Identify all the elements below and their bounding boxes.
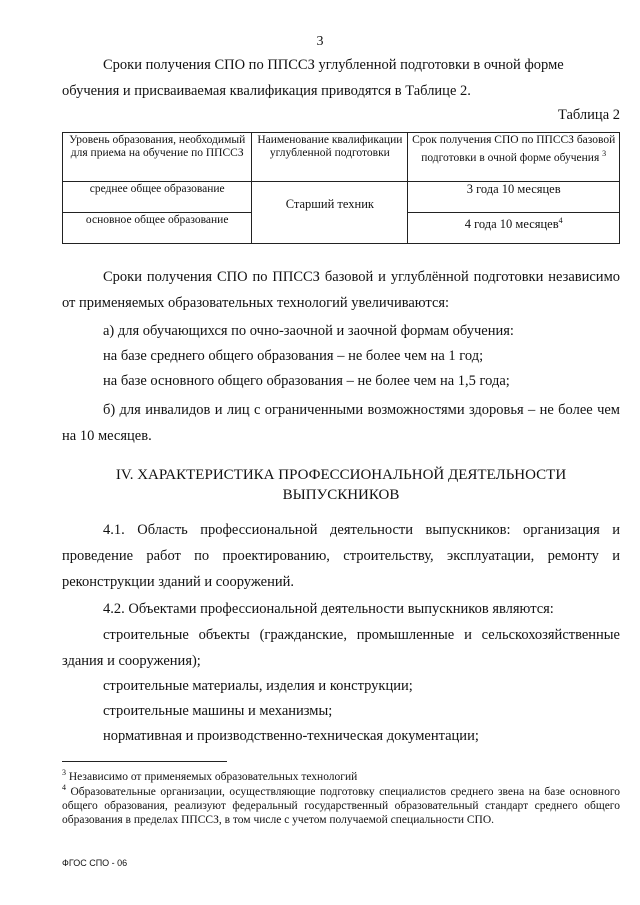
terms-item-a2: на базе основного общего образования – не более чем на 1,5 года; bbox=[103, 373, 510, 389]
footnote-ref-4: 4 bbox=[558, 216, 563, 225]
footnote-3-number: 3 bbox=[62, 768, 66, 777]
intro-line-2: обучения и присваиваемая квалификация приводятся в Таблице 2. bbox=[62, 83, 471, 99]
section-4-2-item-2: строительные материалы, изделия и конструкции; bbox=[103, 678, 413, 694]
section-heading-line-2: ВЫПУСКНИКОВ bbox=[282, 487, 400, 503]
table-header-row bbox=[63, 133, 620, 182]
table-row bbox=[63, 182, 620, 213]
row-1-term: 3 года 10 месяцев bbox=[408, 182, 620, 213]
header-education-level: Уровень образования, необходимый для приема на обучение по ППССЗ bbox=[63, 133, 252, 182]
section-heading bbox=[62, 465, 620, 505]
footnote-4-number: 4 bbox=[62, 783, 66, 792]
section-4-2-item-1: строительные объекты (гражданские, промышленные и сельскохозяйственные здания и сооружения); bbox=[62, 627, 620, 669]
row-2-term-text: 4 года 10 месяцев bbox=[464, 217, 559, 232]
section-4-2-heading: 4.2. Объектами профессиональной деятельности выпускников являются: bbox=[103, 601, 554, 617]
section-4-2-item-3: строительные машины и механизмы; bbox=[103, 703, 333, 719]
intro-paragraph bbox=[62, 52, 620, 104]
terms-paragraph: Сроки получения СПО по ППССЗ базовой и углублённой подготовки независимо от применяемых образовательных технологий увеличиваются: bbox=[62, 269, 620, 311]
qualification-table bbox=[62, 132, 620, 244]
footnote-3-text: Независимо от применяемых образовательных технологий bbox=[68, 770, 358, 783]
footnote-divider bbox=[62, 761, 227, 762]
intro-line-1: Сроки получения СПО по ППССЗ углубленной подготовки в очной форме bbox=[103, 57, 564, 73]
table-caption: Таблица 2 bbox=[557, 107, 620, 123]
section-4-2-item-4: нормативная и производственно-техническая документации; bbox=[103, 728, 479, 744]
header-qualification: Наименование квалификации углубленной подготовки bbox=[252, 133, 408, 182]
section-heading-line-1: IV. ХАРАКТЕРИСТИКА ПРОФЕССИОНАЛЬНОЙ ДЕЯТЕЛЬНОСТИ bbox=[115, 467, 567, 483]
footnote-4-text: Образовательные организации, осуществляющие подготовку специалистов среднего звена на базе основного общего образования, реализуют федеральный государственный образовательный стандарт среднего общего образования в пределах ППССЗ, в том числе с учетом получаемой специальности СПО. bbox=[62, 785, 621, 826]
section-4-1-paragraph: 4.1. Область профессиональной деятельности выпускников: организация и проведение работ по проектированию, строительству, эксплуатации, ремонту и реконструкции зданий и сооружений. bbox=[62, 522, 620, 590]
footnote-4 bbox=[62, 781, 620, 827]
header-term bbox=[408, 133, 620, 182]
document-code: ФГОС СПО - 06 bbox=[62, 858, 128, 868]
terms-item-b: б) для инвалидов и лиц с ограниченными возможностями здоровья – не более чем на 10 месяцев. bbox=[62, 402, 620, 444]
header-term-text: Срок получения СПО по ППССЗ базовой подготовки в очной форме обучения bbox=[412, 134, 616, 164]
page-number: 3 bbox=[316, 34, 324, 49]
terms-item-a1: на базе среднего общего образования – не более чем на 1 год; bbox=[103, 348, 484, 364]
row-2-term bbox=[408, 213, 620, 244]
row-2-level: основное общее образование bbox=[63, 213, 252, 244]
footnote-ref-3: 3 bbox=[602, 149, 607, 158]
row-qualification: Старший техник bbox=[252, 182, 408, 244]
terms-item-a: а) для обучающихся по очно-заочной и заочной формам обучения: bbox=[103, 323, 514, 339]
row-1-level: среднее общее образование bbox=[63, 182, 252, 213]
